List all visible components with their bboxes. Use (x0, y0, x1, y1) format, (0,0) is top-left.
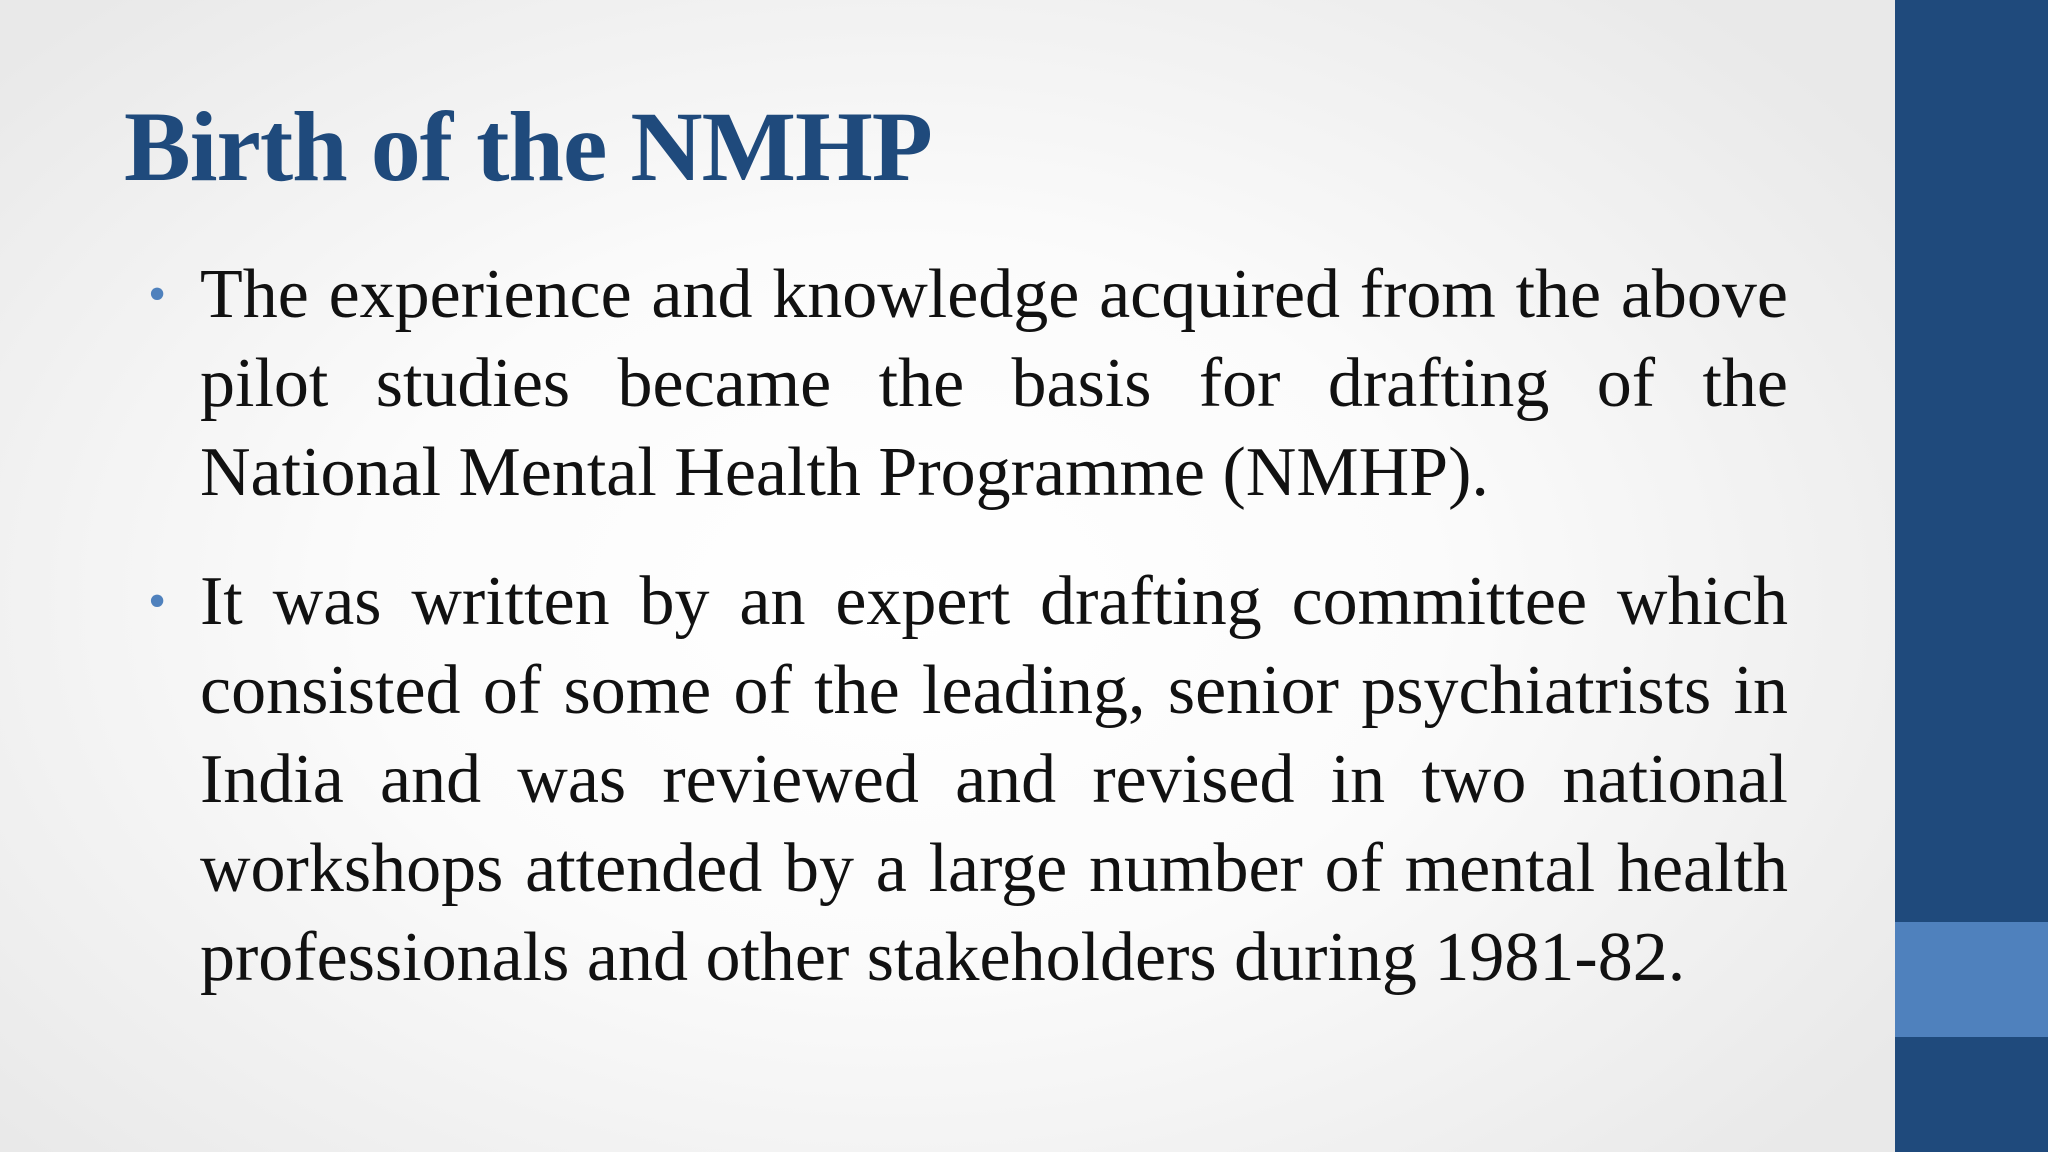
slide-content (148, 250, 1788, 1042)
bullet-text-1: The experience and knowledge acquired from the above pilot studies became the basis for drafting of the National Mental Health Programme (NMHP). (200, 256, 1788, 511)
bullet-icon: • (148, 573, 167, 630)
sidebar-accent-band (1895, 922, 2048, 1037)
slide-title: Birth of the NMHP (124, 91, 932, 202)
bullet-icon: • (148, 266, 167, 323)
bullet-item-1 (148, 250, 1788, 517)
bullet-text-2: It was written by an expert drafting committee which consisted of some of the leading, senior psychiatrists in India and was reviewed and revised in two national workshops attended by a large number of mental health professionals and other stakeholders during 1981-82. (200, 563, 1788, 996)
bullet-item-2 (148, 557, 1788, 1002)
